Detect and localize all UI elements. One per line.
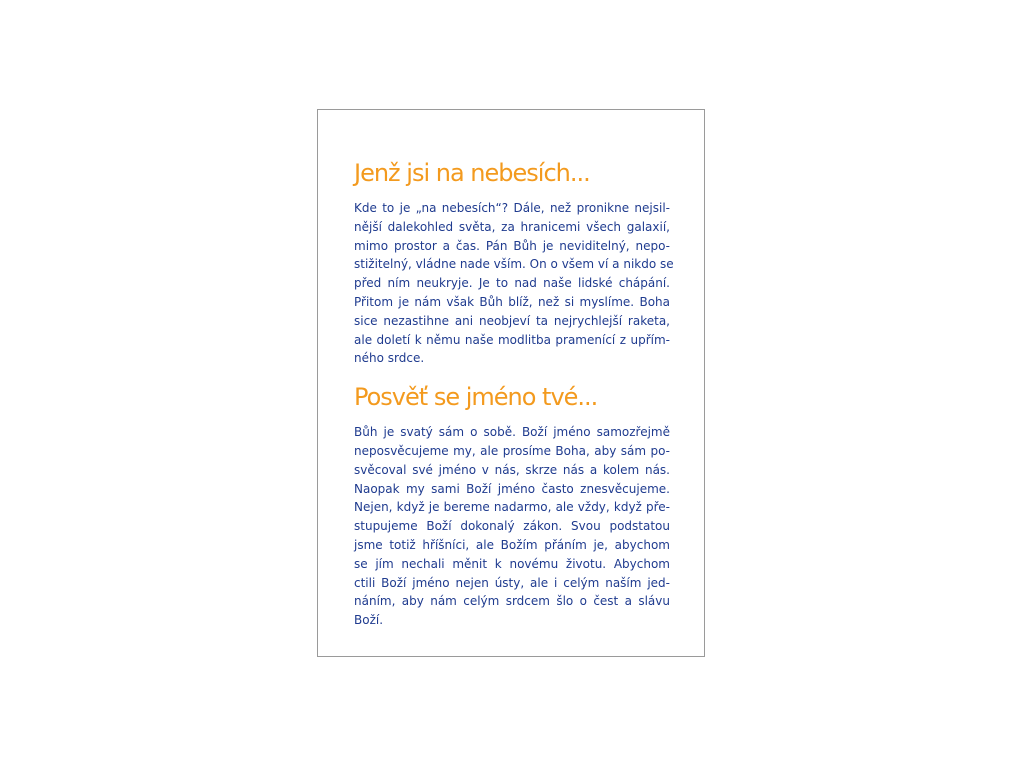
- paragraph-line: Nejen, když je bereme nadarmo, ale vždy, když pře-: [354, 500, 670, 515]
- paragraph-line: před ním neukryje. Je to nad naše lidské chápání.: [354, 276, 670, 291]
- paragraph-line: Kde to je „na nebesích“? Dále, než pronikne nejsil-: [354, 201, 670, 215]
- paragraph-line: Přitom je nám však Bůh blíž, než si myslíme. Boha: [354, 294, 670, 309]
- paragraph-line: Naopak my sami Boží jméno často znesvěcujeme.: [354, 481, 670, 496]
- paragraph-line: ctili Boží jméno nejen ústy, ale i celým naším jed-: [354, 575, 670, 590]
- section-1-paragraph: [354, 199, 674, 368]
- paragraph-line: ného srdce.: [354, 351, 425, 366]
- paragraph-line: stižitelný, vládne nade vším. On o všem ví a nikdo se: [354, 257, 674, 272]
- paragraph-line: neposvěcujeme my, ale prosíme Boha, aby sám po-: [354, 443, 670, 458]
- paragraph-line: stupujeme Boží dokonalý zákon. Svou podstatou: [354, 519, 670, 534]
- paragraph-line: mimo prostor a čas. Pán Bůh je neviditelný, nepo-: [354, 238, 670, 253]
- section-2-paragraph: [354, 423, 670, 630]
- section-1-heading: Jenž jsi na nebesích...: [354, 159, 590, 187]
- paragraph-line: sice nezastihne ani neobjeví ta nejrychlejší raketa,: [354, 313, 670, 328]
- section-2-heading: Posvěť se jméno tvé...: [354, 383, 598, 412]
- page-content: [354, 158, 674, 630]
- paragraph-line: se jím nechali měnit k novému životu. Abychom: [354, 556, 670, 571]
- paragraph-line: svěcoval své jméno v nás, skrze nás a kolem nás.: [354, 462, 670, 477]
- paragraph-line: nější dalekohled světa, za hranicemi všech galaxií,: [354, 219, 670, 234]
- paragraph-line: Boží.: [354, 613, 384, 628]
- document-page: [317, 109, 705, 657]
- paragraph-line: jsme totiž hříšníci, ale Božím přáním je, abychom: [354, 537, 670, 552]
- paragraph-line: Bůh je svatý sám o sobě. Boží jméno samozřejmě: [354, 425, 670, 440]
- paragraph-line: ale doletí k němu naše modlitba pramenící z upřím-: [354, 332, 670, 347]
- paragraph-line: náním, aby nám celým srdcem šlo o čest a slávu: [354, 594, 670, 609]
